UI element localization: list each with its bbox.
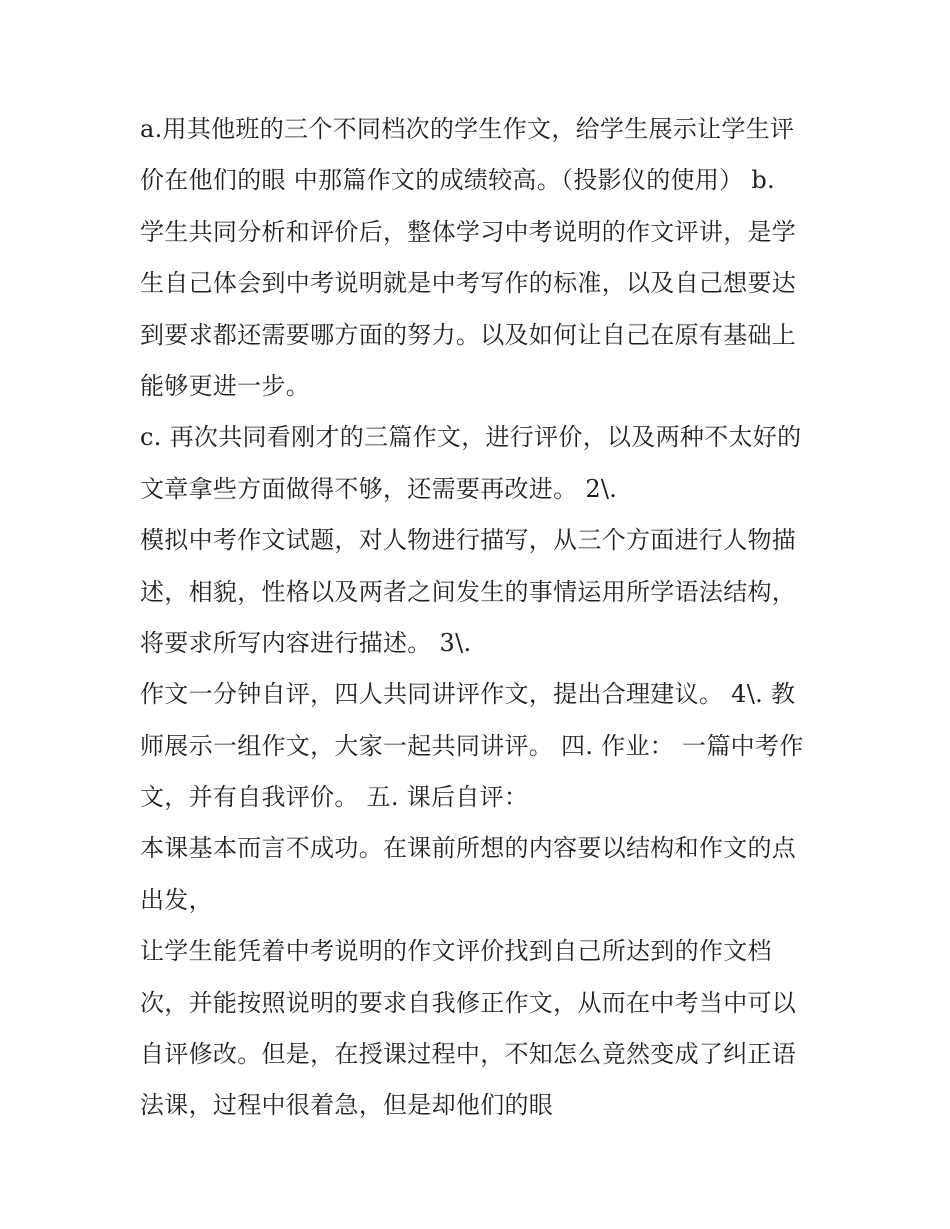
text-line: 师展示一组作文，大家一起共同讲评。 四. 作业： 一篇中考作 xyxy=(140,731,804,760)
text-line: 生自己体会到中考说明就是中考写作的标准，以及自己想要达 xyxy=(140,269,797,298)
text-line: 作文一分钟自评，四人共同讲评作文，提出合理建议。 4\. 教 xyxy=(140,680,796,709)
text-line: 学生共同分析和评价后，整体学习中考说明的作文评讲，是学 xyxy=(140,217,797,246)
document-body xyxy=(140,104,820,1132)
text-line: 文，并有自我评价。 五. 课后自评： xyxy=(140,783,529,812)
text-line: a.用其他班的三个不同档次的学生作文，给学生展示让学生评 xyxy=(140,115,795,143)
text-line: 模拟中考作文试题，对人物进行描写，从三个方面进行人物描 xyxy=(140,526,797,555)
text-line: 到要求都还需要哪方面的努力。以及如何让自己在原有基础上 xyxy=(140,320,797,349)
text-line: 能够更进一步。 xyxy=(140,371,311,400)
text-line: c. 再次共同看刚才的三篇作文，进行评价，以及两种不太好的 xyxy=(140,423,802,452)
text-line: 文章拿些方面做得不够，还需要再改进。 2\. xyxy=(140,474,618,503)
text-line: 让学生能凭着中考说明的作文评价找到自己所达到的作文档 xyxy=(140,937,772,966)
text-line: 出发， xyxy=(140,885,213,914)
text-line: 本课基本而言不成功。在课前所想的内容要以结构和作文的点 xyxy=(140,834,797,863)
text-line: 法课，过程中很着急，但是却他们的眼 xyxy=(140,1091,554,1120)
text-line: 次，并能按照说明的要求自我修正作文，从而在中考当中可以 xyxy=(140,988,797,1017)
text-line: 将要求所写内容进行描述。 3\. xyxy=(140,628,472,657)
text-line: 价在他们的眼 中那篇作文的成绩较高。（投影仪的使用） b. xyxy=(140,166,775,195)
text-line: 述，相貌，性格以及两者之间发生的事情运用所学语法结构， xyxy=(140,577,797,606)
text-line: 自评修改。但是，在授课过程中，不知怎么竟然变成了纠正语 xyxy=(140,1040,797,1069)
